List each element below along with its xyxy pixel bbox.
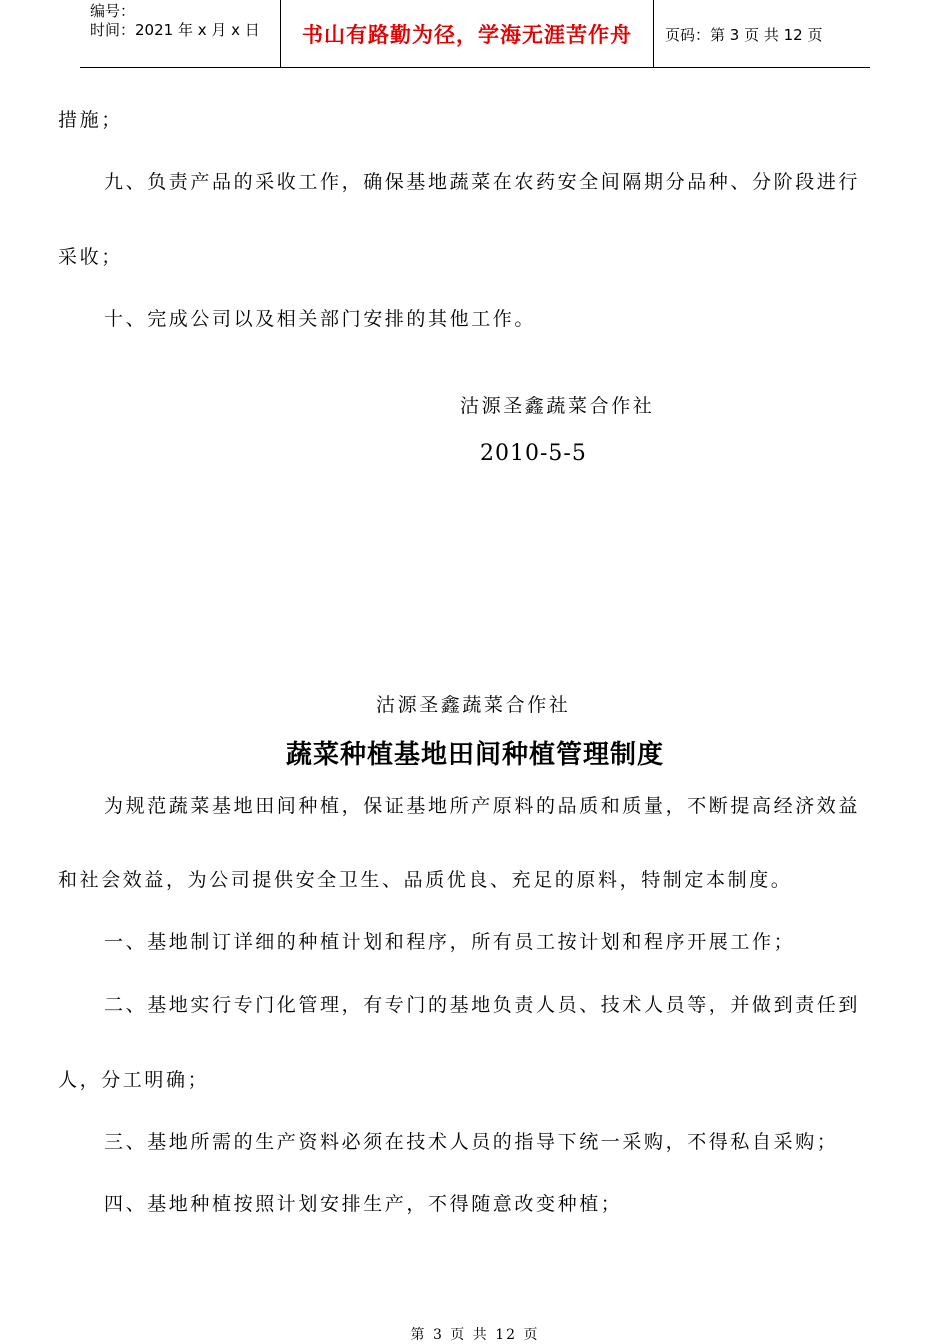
- list-item: 一、基地制订详细的种植计划和程序，所有员工按计划和程序开展工作；: [104, 931, 796, 953]
- list-item: 三、基地所需的生产资料必须在技术人员的指导下统一采购，不得私自采购；: [104, 1131, 839, 1153]
- page-info: 页码：第 3 页 共 12 页: [665, 26, 823, 44]
- paragraph-line: 和社会效益，为公司提供安全卫生、品质优良、充足的原料，特制定本制度。: [58, 869, 793, 891]
- motto: 书山有路勤为径，学海无涯苦作舟: [280, 0, 654, 67]
- organization-name: 沽源圣鑫蔬菜合作社: [376, 694, 571, 716]
- paragraph-line: 九、负责产品的采收工作，确保基地蔬菜在农药安全间隔期分品种、分阶段进行: [104, 171, 861, 193]
- list-item: 四、基地种植按照计划安排生产，不得随意改变种植；: [104, 1193, 623, 1215]
- time-label: 时间：2021 年 x 月 x 日: [90, 21, 260, 39]
- page-footer: 第 3 页 共 12 页: [410, 1327, 540, 1343]
- number-label: 编号：: [90, 2, 136, 20]
- signature: 沽源圣鑫蔬菜合作社: [460, 395, 655, 417]
- list-item: 二、基地实行专门化管理，有专门的基地负责人员、技术人员等，并做到责任到: [104, 994, 861, 1016]
- document-title: 蔬菜种植基地田间种植管理制度: [285, 740, 664, 770]
- paragraph-line: 措施；: [58, 109, 123, 131]
- paragraph-line: 十、完成公司以及相关部门安排的其他工作。: [104, 308, 537, 330]
- header-meta: [90, 2, 260, 40]
- page-header: [80, 0, 870, 68]
- paragraph-line: 为规范蔬菜基地田间种植，保证基地所产原料的品质和质量，不断提高经济效益: [104, 795, 861, 817]
- list-item-continuation: 人，分工明确；: [58, 1069, 210, 1091]
- paragraph-line: 采收；: [58, 246, 123, 268]
- date: 2010-5-5: [480, 441, 587, 466]
